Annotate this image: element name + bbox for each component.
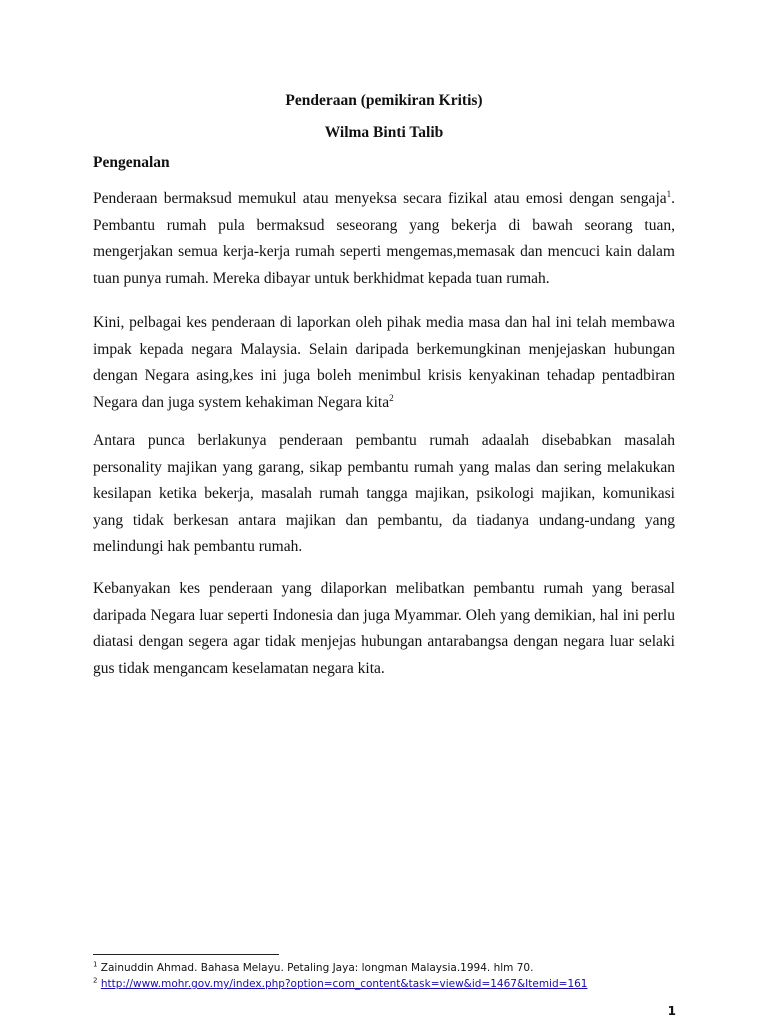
footnote-marker: 2 xyxy=(93,976,98,985)
section-heading: Pengenalan xyxy=(93,154,170,171)
paragraph-1-tail: . Pembantu rumah pula bermaksud seseorang yang bekerja di bawah seorang tuan, mengerjakan semua kerja-kerja rumah seperti mengemas,memasak dan mencuci kain dalam tuan punya rumah. Mereka dibayar untuk berkhidmat kepada tuan rumah. xyxy=(93,190,675,287)
footnotes xyxy=(93,960,693,992)
footnote-ref-1[interactable]: 1 xyxy=(666,188,672,199)
footnote-ref-2[interactable]: 2 xyxy=(389,392,394,403)
document-author: Wilma Binti Talib xyxy=(324,124,444,141)
paragraph-1 xyxy=(93,186,675,292)
paragraph-3-text: Antara punca berlakunya penderaan pembantu rumah adaalah disebabkan masalah personality majikan yang garang, sikap pembantu rumah yang malas dan sering melakukan kesilapan ketika bekerja, masalah rumah tangga majikan, psikologi majikan, komunikasi yang tidak berkesan antara majikan dan pembantu, da tiadanya undang-undang yang melindungi hak pembantu rumah. xyxy=(93,432,675,555)
footnote-1 xyxy=(93,960,693,976)
document-title: Penderaan (pemikiran Kritis) xyxy=(285,92,483,109)
footnote-divider xyxy=(93,954,279,955)
page-number: 1 xyxy=(667,1004,676,1018)
footnote-2 xyxy=(93,976,693,992)
footnote-link[interactable]: http://www.mohr.gov.my/index.php?option=com_content&task=view&id=1467&Itemid=161 xyxy=(100,978,588,990)
paragraph-4 xyxy=(93,576,675,682)
footnote-text: Zainuddin Ahmad. Bahasa Melayu. Petaling Jaya: longman Malaysia.1994. hlm 70. xyxy=(97,962,534,974)
footnote-marker: 1 xyxy=(93,960,98,969)
paragraph-4-text: Kebanyakan kes penderaan yang dilaporkan melibatkan pembantu rumah yang berasal daripada Negara luar seperti Indonesia dan juga Myammar. Oleh yang demikian, hal ini perlu diatasi dengan segera agar tidak menjejas hubungan antarabangsa dengan negara luar selaki gus tidak mengancam keselamatan negara kita. xyxy=(93,580,675,677)
paragraph-1-text: Penderaan bermaksud memukul atau menyeksa secara fizikal atau emosi dengan sengaja xyxy=(93,190,667,207)
paragraph-2-text: Kini, pelbagai kes penderaan di laporkan oleh pihak media masa dan hal ini telah membawa impak kepada negara Malaysia. Selain daripada berkemungkinan menjejaskan hubungan dengan Negara asing,kes ini juga boleh menimbul krisis kenyakinan tehadap pentadbiran Negara dan juga system kehakiman Negara kita xyxy=(93,314,675,411)
paragraph-2 xyxy=(93,310,675,416)
paragraph-3 xyxy=(93,428,675,561)
